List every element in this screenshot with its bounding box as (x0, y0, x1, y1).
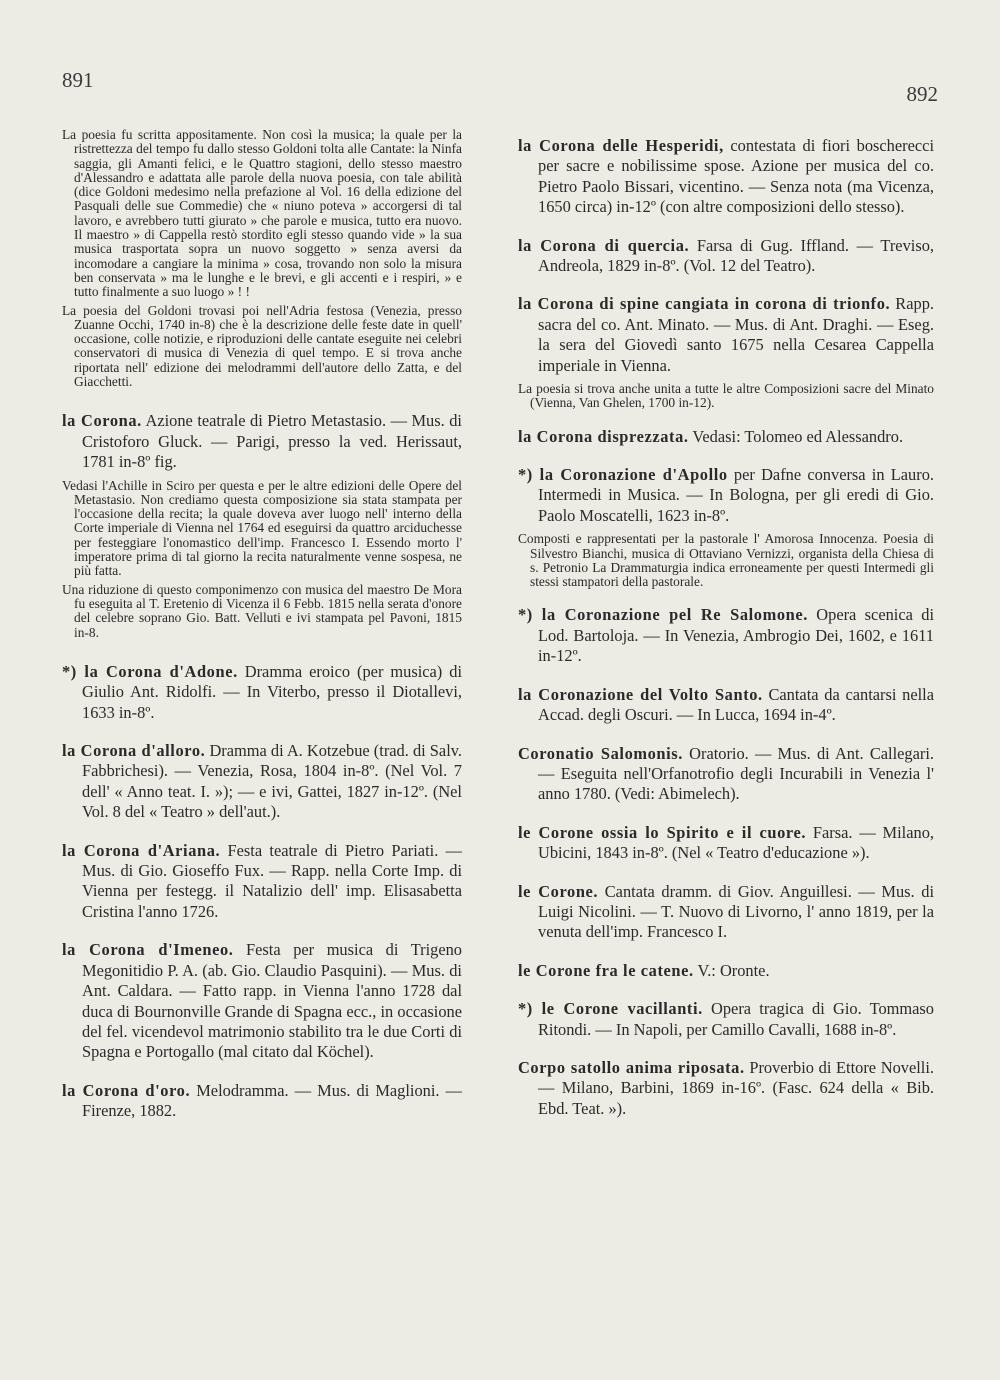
spacer (518, 224, 934, 236)
entry-title: la Corona d'oro. (62, 1080, 191, 1100)
entry-description: Melodramma. — Mus. di Maglioni. — Firenze, 1882. (82, 1080, 462, 1121)
entry-description: Vedasi: Tolomeo ed Alessandro. (688, 426, 904, 446)
catalog-entry (518, 236, 934, 277)
catalog-entry (62, 940, 462, 1062)
catalog-entry (62, 662, 462, 723)
entry-description: Dramma di A. Kotzebue (trad. di Salv. Fabbrichesi). — Venezia, Rosa, 1804 in-8º. (Nel Vol. 7 dell' « Anno teat. I. »); — e ivi, Gattei, 1827 in-12º. (Nel Vol. 8 del « Teatro » dell'aut.). (82, 741, 462, 822)
entry-description: Festa teatrale di Pietro Pariati. — Mus. di Gio. Gioseffo Fux. — Rapp. nella Corte Imp. di Vienna per festegg. il Natalizio dell' imp. Elisasabetta Cristina l'anno 1726. (82, 840, 462, 921)
entry-note (62, 128, 462, 300)
catalog-entry (518, 136, 934, 218)
spacer (518, 811, 934, 823)
catalog-entry (62, 741, 462, 823)
entry-description: V.: Oronte. (693, 960, 770, 980)
spacer (62, 729, 462, 741)
catalog-entry (518, 605, 934, 666)
page-number-right: 892 (906, 82, 938, 106)
entry-title: le Corone ossia lo Spirito e il cuore. (518, 822, 807, 842)
entry-note (518, 382, 934, 411)
entry-title: la Corona delle Hesperidi, (518, 136, 724, 155)
note-text: Vedasi l'Achille in Sciro per questa e per le altre edizioni delle Opere del Metastasio. Non crediamo questa composizione sia stata stampata per l'occasione della recita; la quale doveva aver luogo nell' interno della Corte imperiale di Vienna nel 1764 ed eseguirsi da quattro arciduchesse per festeggiare l'onomastico dell'imp. Francesco I. Essendo morto l' imperatore prima di tal giorno la recita naturalmente venne sospesa, ne più fatta. (62, 477, 462, 579)
catalog-entry (62, 411, 462, 472)
spacer (62, 928, 462, 940)
spacer (518, 453, 934, 465)
entry-title: Corpo satollo anima riposata. (518, 1057, 745, 1077)
entry-title: le Corone. (518, 881, 599, 901)
spacer (62, 829, 462, 841)
entry-description: Opera tragica di Gio. Tommaso Ritondi. — In Napoli, per Camillo Cavalli, 1688 in-8º. (538, 999, 934, 1039)
catalog-entry (518, 465, 934, 526)
spacer (62, 393, 462, 411)
note-text: La poesia si trova anche unita a tutte le altre Composizioni sacre del Minato (Vienna, Van Ghelen, 1700 in-12). (518, 381, 934, 411)
note-text: La poesia del Goldoni trovasi poi nell'Adria festosa (Venezia, presso Zuanne Occhi, 1740 in-8) che è la descrizione delle feste date in quell' occasione, colle notizie, e riproduzioni delle cantate eseguite nei celebri conservatori di musica di Venezia di quel tempo. E si trova anche riportata nell' edizione dei melodrammi dell'autore dello Zatta, e del Giacchetti. (62, 302, 462, 390)
right-column (518, 136, 934, 1125)
entry-title: *) le Corone vacillanti. (518, 999, 703, 1019)
page-number-left: 891 (62, 68, 94, 92)
entry-title: la Corona d'Ariana. (62, 840, 221, 860)
spacer (518, 732, 934, 744)
entry-title: la Corona. (62, 411, 142, 431)
spacer (62, 644, 462, 662)
catalog-entry (518, 882, 934, 943)
entry-note (518, 532, 934, 589)
spacer (518, 673, 934, 685)
entry-description: Cantata da cantarsi nella Accad. degli Oscuri. — In Lucca, 1694 in-4º. (538, 684, 934, 725)
spacer (518, 593, 934, 605)
entry-title: la Corona di quercia. (518, 235, 690, 255)
entry-note (62, 479, 462, 579)
entry-title: *) la Corona d'Adone. (62, 661, 238, 681)
entry-description: Festa per musica di Trigeno Megonitidio P. A. (ab. Gio. Claudio Pasquini). — Mus. di Ant. Caldara. — Fatto rapp. in Vienna l'anno 1728 dal duca di Bournonville Grande di Spagna ecc., in occasione del fel. vicendevol matrimonio stabilito tra le due Corti di Spagna e Portogallo (mal citato dal Köchel). (82, 940, 463, 1062)
catalog-entry (518, 427, 934, 447)
catalog-entry (518, 823, 934, 864)
entry-note (62, 583, 462, 640)
spacer (518, 949, 934, 961)
entry-title: *) la Coronazione d'Apollo (518, 465, 728, 485)
catalog-entry (518, 1058, 934, 1119)
spacer (518, 1046, 934, 1058)
left-column (62, 128, 462, 1128)
entry-description: Farsa. — Milano, Ubicini, 1843 in-8º. (Nel « Teatro d'educazione »). (538, 822, 935, 863)
entry-title: la Corona d'alloro. (62, 741, 206, 761)
entry-title: la Corona di spine cangiata in corona di trionfo. (518, 294, 891, 314)
entry-description: Oratorio. — Mus. di Ant. Callegari. — Eseguita nell'Orfanotrofio degli Incurabili in Venezia l' anno 1780. (Vedi: Abimelech). (538, 743, 934, 804)
entry-description: per Dafne conversa in Lauro. Intermedi in Musica. — In Bologna, per gli eredi di Gio. Paolo Moscatelli, 1623 in-8º. (538, 465, 935, 525)
catalog-entry (62, 841, 462, 923)
entry-description: Rapp. sacra del co. Ant. Minato. — Mus. di Ant. Draghi. — Eseg. la sera del Giovedì santo 1675 nella Cesarea Cappella imperiale in Vienna. (538, 294, 934, 375)
spacer (518, 415, 934, 427)
entry-description: Dramma eroico (per musica) di Giulio Ant. Ridolfi. — In Viterbo, presso il Diotallevi, 1633 in-8º. (82, 661, 463, 722)
entry-description: contestata di fiori boscherecci per sacre e nobilissime spose. Azione per musica del co. Pietro Paolo Bissari, vicentino. — Senza nota (ma Vicenza, 1650 circa) in-12º (con altre composizioni dello stesso). (538, 136, 934, 217)
spacer (518, 987, 934, 999)
entry-title: la Corona d'Imeneo. (62, 940, 234, 960)
note-text: Una riduzione di questo componimenzo con musica del maestro De Mora fu eseguita al T. Eretenio di Vicenza il 6 Febb. 1815 nella serata d'onore del celebre soprano Gio. Batt. Velluti e ivi stampata pel Pavoni, 1815 in-8. (62, 581, 462, 640)
catalog-entry (518, 685, 934, 726)
entry-description: Proverbio di Ettore Novelli. — Milano, Barbini, 1869 in-16º. (Fasc. 624 della « Bib. Ebd. Teat. »). (538, 1057, 934, 1118)
spacer (518, 282, 934, 294)
entry-title: Coronatio Salomonis. (518, 743, 683, 763)
entry-title: la Corona disprezzata. (518, 426, 689, 446)
spacer (62, 1069, 462, 1081)
entry-description: Farsa di Gug. Iffland. — Treviso, Andreola, 1829 in-8º. (Vol. 12 del Teatro). (538, 235, 935, 276)
entry-description: Opera scenica di Lod. Bartoloja. — In Venezia, Ambrogio Dei, 1602, e 1611 in-12º. (538, 605, 934, 666)
catalog-entry (518, 999, 934, 1040)
note-text: Composti e rappresentati per la pastorale l' Amorosa Innocenza. Poesia di Silvestro Bianchi, musica di Ottaviano Vernizzi, organista della Chiesa di s. Petronio La Drammaturgia indica erroneamente per questi Intermedi gli stessi stampatori della pastorale. (518, 531, 934, 590)
entry-title: *) la Coronazione pel Re Salomone. (518, 605, 808, 625)
catalog-entry (62, 1081, 462, 1122)
catalog-entry (518, 294, 934, 376)
entry-note (62, 304, 462, 390)
entry-title: le Corone fra le catene. (518, 960, 694, 980)
entry-description: Cantata dramm. di Giov. Anguillesi. — Mus. di Luigi Nicolini. — T. Nuovo di Livorno, l' anno 1819, per la venuta dell'imp. Francesco I. (538, 881, 934, 942)
entry-title: la Coronazione del Volto Santo. (518, 684, 763, 704)
note-text: La poesia fu scritta appositamente. Non così la musica; la quale per la ristrettezza del tempo fu dallo stesso Goldoni tolta alle Cantate: la Ninfa saggia, gli Amanti felici, e le Quattro stagioni, dello stesso maestro d'Alessandro e adattata alle parole della nuova poesia, con tale abilità (dice Goldoni medesimo nella prefazione al Vol. 16 della edizione del Pasquali delle sue Commedie) che « niuno poteva » accorgersi di tal lavoro, e avrebbero tutti giurato » che parole e musica, tutto era nuovo. Il maestro » di Cappella restò stordito egli stesso quando vide » la sua musica trasportata sopra un nuovo soggetto » senza aversi da incomodare a cangiare la minima » cosa, trovando non solo la misura ben conservata » ma le lunghe e le brevi, e gli accenti e i respiri, » e tutto finalmente a suo luogo » ! ! (62, 127, 462, 300)
catalog-entry (518, 961, 934, 981)
entry-description: Azione teatrale di Pietro Metastasio. — Mus. di Cristoforo Gluck. — Parigi, presso la ved. Herissaut, 1781 in-8º fig. (82, 411, 462, 472)
spacer (518, 870, 934, 882)
catalog-entry (518, 744, 934, 805)
